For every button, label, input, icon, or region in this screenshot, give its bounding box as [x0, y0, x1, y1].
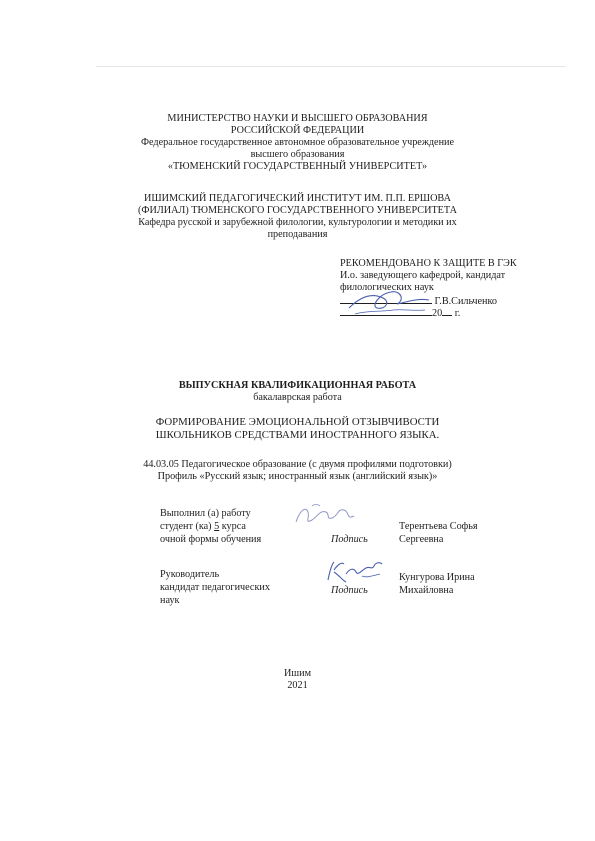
author-label-line-1: Выполнил (а) работу	[160, 508, 251, 519]
department-line-2: преподавания	[267, 229, 328, 240]
ministry-line-1: МИНИСТЕРСТВО НАУКИ И ВЫСШЕГО ОБРАЗОВАНИЯ	[167, 113, 428, 124]
author-label-suffix: курса	[221, 521, 246, 532]
work-type: ВЫПУСКНАЯ КВАЛИФИКАЦИОННАЯ РАБОТА	[178, 380, 417, 391]
author-signature-caption: Подпись	[331, 534, 368, 545]
approval-signature-icon	[345, 284, 435, 320]
supervisor-name-line-2: Михайловна	[399, 585, 454, 596]
author-signature-icon	[292, 500, 362, 530]
institution-line-1: Федеральное государственное автономное образовательное учреждение	[140, 137, 454, 148]
author-label-prefix: студент (ка)	[160, 521, 212, 532]
university-name: «ТЮМЕНСКИЙ ГОСУДАРСТВЕННЫЙ УНИВЕРСИТЕТ»	[167, 161, 428, 172]
year-blank	[442, 306, 452, 316]
work-title-line-1: ФОРМИРОВАНИЕ ЭМОЦИОНАЛЬНОЙ ОТЗЫВЧИВОСТИ	[155, 416, 440, 428]
ministry-line-2: РОССИЙСКОЙ ФЕДЕРАЦИИ	[230, 125, 365, 136]
date-year-prefix: 20	[432, 308, 443, 319]
institution-line-2: высшего образования	[250, 149, 345, 160]
branch-line-1: ИШИМСКИЙ ПЕДАГОГИЧЕСКИЙ ИНСТИТУТ ИМ. П.П. ЕРШОВА	[144, 193, 451, 204]
department-line-1: Кафедра русской и зарубежной филологии, культурологии и методики их	[138, 217, 457, 228]
author-label-line-2	[160, 521, 246, 533]
approval-position-line-2: филологических наук	[340, 282, 434, 293]
author-name-line-1: Терентьева Софья	[399, 521, 478, 532]
approval-position-line-1: И.о. заведующего кафедрой, кандидат	[340, 270, 506, 281]
author-name-line-2: Сергеевна	[399, 534, 444, 545]
approval-heading: РЕКОМЕНДОВАНО К ЗАЩИТЕ В ГЭК	[340, 258, 517, 269]
branch-line-2: (ФИЛИАЛ) ТЮМЕНСКОГО ГОСУДАРСТВЕННОГО УНИВЕРСИТЕТА	[138, 205, 457, 216]
course-number: 5	[214, 521, 220, 532]
supervisor-signature-caption: Подпись	[331, 585, 368, 596]
footer-year: 2021	[287, 680, 308, 691]
work-subtype: бакалаврская работа	[253, 392, 342, 403]
supervisor-name-line-1: Кунгурова Ирина	[399, 572, 475, 583]
approval-signer: Г.В.Сильченко	[434, 296, 497, 307]
footer-city: Ишим	[283, 668, 312, 679]
work-title-line-2: ШКОЛЬНИКОВ СРЕДСТВАМИ ИНОСТРАННОГО ЯЗЫКА.	[155, 429, 440, 441]
scan-edge	[96, 66, 566, 67]
author-label-line-3: очной формы обучения	[160, 534, 262, 545]
profile: Профиль «Русский язык; иностранный язык (английский язык)»	[157, 471, 438, 482]
date-year-suffix: г.	[454, 308, 461, 319]
supervisor-label-line-1: Руководитель	[160, 569, 220, 580]
supervisor-label-line-2: кандидат педагогических	[160, 582, 270, 593]
specialty: 44.03.05 Педагогическое образование (с двумя профилями подготовки)	[143, 459, 452, 470]
supervisor-label-line-3: наук	[160, 595, 180, 606]
